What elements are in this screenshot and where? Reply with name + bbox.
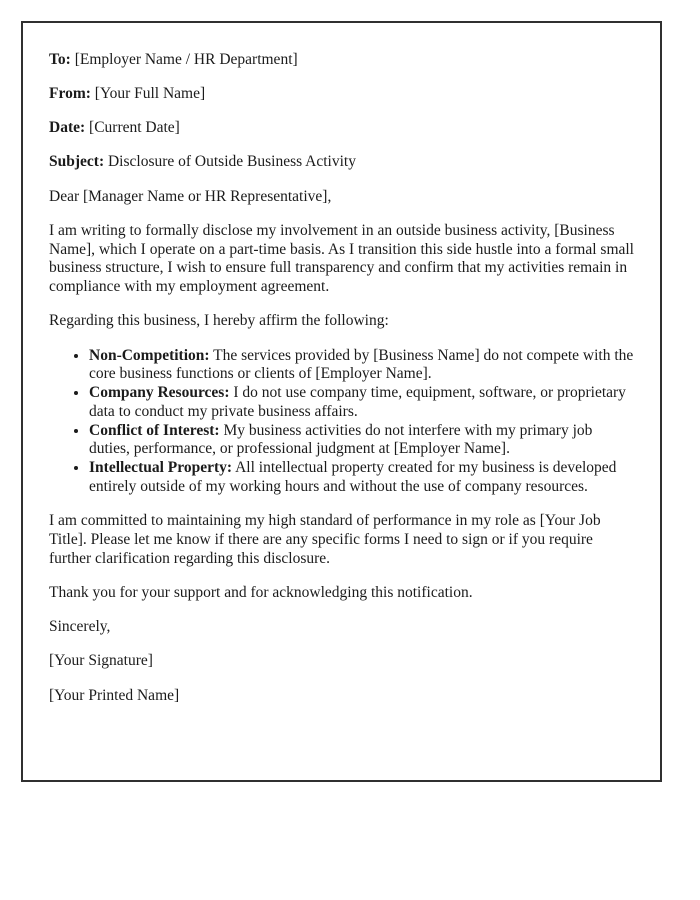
field-date-value: [Current Date] <box>85 119 180 136</box>
field-from-value: [Your Full Name] <box>90 84 206 102</box>
signature-placeholder: [Your Signature] <box>49 652 153 670</box>
list-item-label: Company Resources: <box>89 384 230 401</box>
list-item-non-competition <box>89 347 634 385</box>
list-item-text: My business activities do not interfere with my primary job duties, performance, or professional judgment at [Employer Name]. <box>89 421 593 458</box>
paragraph-affirm-lead: Regarding this business, I hereby affirm the following: <box>49 312 389 330</box>
field-to-label: To: <box>49 50 71 68</box>
list-item-text: All intellectual property created for my business is developed entirely outside of my working hours and without the use of company resources. <box>89 459 617 495</box>
printed-name-placeholder: [Your Printed Name] <box>49 686 180 704</box>
paragraph-thanks: Thank you for your support and for acknowledging this notification. <box>49 583 473 601</box>
field-to-value: [Employer Name / HR Department] <box>70 50 298 68</box>
field-subject <box>49 153 634 172</box>
list-item-intellectual-property <box>89 459 634 497</box>
letter-document <box>21 21 662 782</box>
list-item-text: I do not use company time, equipment, software, or proprietary data to conduct my private business affairs. <box>89 384 626 420</box>
field-date-label: Date: <box>49 119 86 136</box>
list-item-label: Non-Competition: <box>89 346 210 364</box>
list-item-text: The services provided by [Business Name] do not compete with the core business functions or clients of [Employer Name]. <box>89 346 634 383</box>
field-from <box>49 85 634 104</box>
list-item-label: Intellectual Property: <box>89 459 233 476</box>
sign-off: Sincerely, <box>49 618 111 635</box>
field-to <box>49 51 634 70</box>
salutation: Dear [Manager Name or HR Representative], <box>49 187 332 205</box>
field-subject-label: Subject: <box>49 153 105 171</box>
list-item-label: Conflict of Interest: <box>89 421 220 439</box>
paragraph-intro: I am writing to formally disclose my involvement in an outside business activity, [Business Name], which I operate on a part-time basis. As I transition this side hustle into a formal small business structure, I wish to ensure full transparency and confirm that my activities remain in compliance with my employment agreement. <box>49 221 634 295</box>
list-item-company-resources <box>89 384 634 422</box>
field-subject-value: Disclosure of Outside Business Activity <box>104 153 356 171</box>
field-date <box>49 119 634 138</box>
list-item-conflict-of-interest <box>89 422 634 460</box>
field-from-label: From: <box>49 84 91 102</box>
paragraph-commitment: I am committed to maintaining my high standard of performance in my role as [Your Job Title]. Please let me know if there are any specific forms I need to sign or if you require further clarification regarding this disclosure. <box>49 512 601 567</box>
affirmation-list <box>49 347 634 497</box>
